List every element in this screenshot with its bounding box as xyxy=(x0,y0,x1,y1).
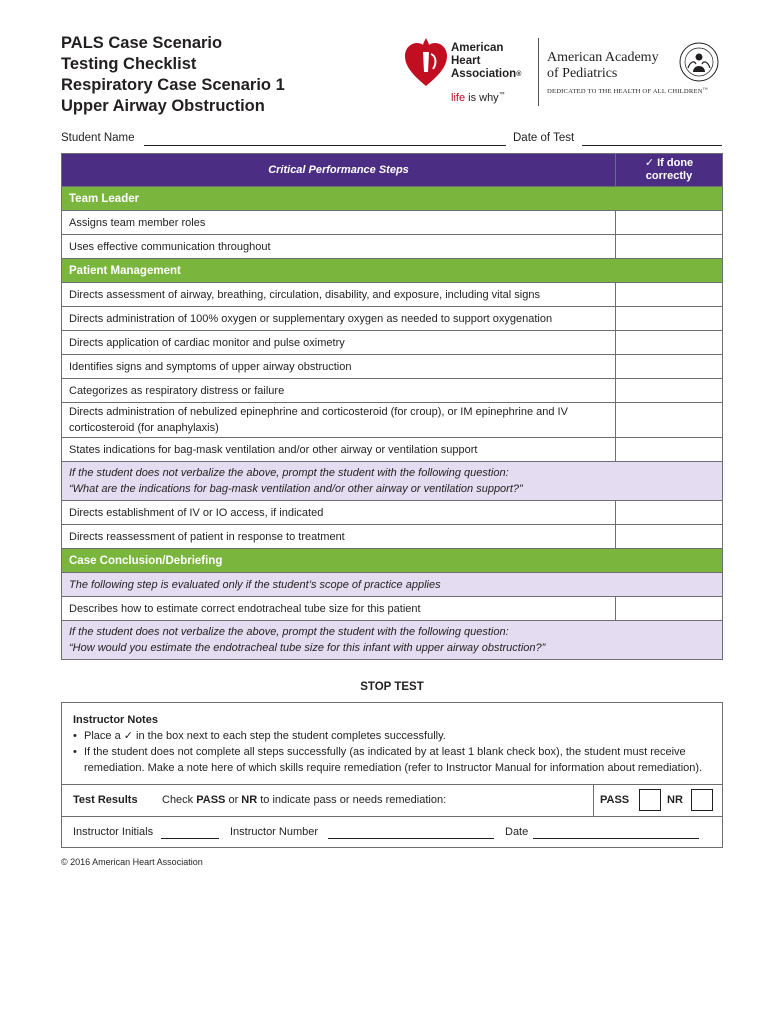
pass-checkbox[interactable] xyxy=(639,789,661,811)
date-of-test-label: Date of Test xyxy=(513,132,575,144)
step-text: Directs application of cardiac monitor and pulse oximetry xyxy=(62,331,616,355)
signoff-row xyxy=(62,817,722,847)
instr-text: or xyxy=(225,794,242,806)
instructor-notes-box xyxy=(61,702,723,848)
stop-test-label: STOP TEST xyxy=(360,681,424,693)
section-row-patient-management xyxy=(62,259,723,283)
step-text: States indications for bag-mask ventilation and/or other airway or ventilation support xyxy=(62,438,616,462)
step-text: Directs establishment of IV or IO access, if indicated xyxy=(62,501,616,525)
table-row xyxy=(62,501,723,525)
tagline-life: life xyxy=(451,92,466,104)
check-box[interactable] xyxy=(616,501,723,525)
header-steps: Critical Performance Steps xyxy=(62,154,616,187)
check-box[interactable] xyxy=(616,235,723,259)
student-name-field[interactable] xyxy=(144,145,506,146)
table-row xyxy=(62,355,723,379)
notes-title: Instructor Notes xyxy=(73,714,158,726)
nr-label: NR xyxy=(667,794,683,806)
table-row xyxy=(62,235,723,259)
aap-line: American Academy xyxy=(547,50,659,65)
instructor-notes xyxy=(62,703,722,785)
aha-tagline xyxy=(451,92,505,104)
test-results-row xyxy=(62,785,722,817)
check-box[interactable] xyxy=(616,355,723,379)
instructor-number-label: Instructor Number xyxy=(230,826,319,838)
instr-nr: NR xyxy=(241,794,258,806)
section-row-team-leader xyxy=(62,187,723,211)
section-label: Case Conclusion/Debriefing xyxy=(62,549,723,573)
check-box[interactable] xyxy=(616,403,723,438)
step-text: Directs administration of nebulized epinephrine and corticosteroid (for croup), or IM epinephrine and IV corticosteroid (for anaphylaxis) xyxy=(62,403,616,438)
aha-line: American xyxy=(451,42,504,54)
header-check-line: ✓ If done xyxy=(644,157,694,169)
student-name-label: Student Name xyxy=(61,132,135,144)
section-label: Patient Management xyxy=(62,259,723,283)
test-results-instruction xyxy=(162,794,446,806)
table-row xyxy=(62,597,723,621)
aap-line: of Pediatrics xyxy=(547,66,618,81)
heart-torch-icon xyxy=(404,36,448,88)
student-info-row xyxy=(61,132,723,148)
table-header-row xyxy=(62,154,723,187)
aha-logo xyxy=(404,36,534,108)
table-row xyxy=(62,283,723,307)
prompt-line: “What are the indications for bag-mask ventilation and/or other airway or ventilation support?” xyxy=(69,483,523,495)
check-box[interactable] xyxy=(616,307,723,331)
aap-tagline xyxy=(547,88,708,95)
section-label: Team Leader xyxy=(62,187,723,211)
title-line: Upper Airway Obstruction xyxy=(61,97,265,115)
header-check-line: correctly xyxy=(645,170,693,182)
step-text: Uses effective communication throughout xyxy=(62,235,616,259)
instructor-number-field[interactable] xyxy=(328,838,494,839)
nr-checkbox[interactable] xyxy=(691,789,713,811)
logo-divider xyxy=(538,38,539,106)
date-of-test-field[interactable] xyxy=(582,145,722,146)
table-row xyxy=(62,331,723,355)
title-line: Respiratory Case Scenario 1 xyxy=(61,76,285,94)
test-results-label: Test Results xyxy=(73,794,138,806)
title-line: PALS Case Scenario xyxy=(61,34,223,52)
step-text: Assigns team member roles xyxy=(62,211,616,235)
check-box[interactable] xyxy=(616,438,723,462)
note-text: Place a xyxy=(84,730,124,742)
registered-mark: ® xyxy=(516,71,522,78)
prompt-text xyxy=(62,621,723,660)
aap-tagline-text: DEDICATED TO THE HEALTH OF ALL CHILDREN xyxy=(547,88,703,95)
check-box[interactable] xyxy=(616,283,723,307)
title-line: Testing Checklist xyxy=(61,55,197,73)
checklist-table xyxy=(61,153,723,660)
step-text: Directs assessment of airway, breathing, circulation, disability, and exposure, including vital signs xyxy=(62,283,616,307)
check-box[interactable] xyxy=(616,525,723,549)
instructor-initials-label: Instructor Initials xyxy=(73,826,154,838)
aap-seal-icon xyxy=(679,42,719,82)
note-text: in the box next to each step the student completes successfully. xyxy=(132,730,446,742)
check-box[interactable] xyxy=(616,331,723,355)
prompt-line: If the student does not verbalize the above, prompt the student with the following question: xyxy=(69,467,509,479)
list-item: • If the student does not complete all steps successfully (as indicated by at least 1 blank check box), the student must receive remediation. Make a note here of which skills require remediation (refer to Instructor Manual for information about remediation). xyxy=(84,744,711,776)
step-text: Directs reassessment of patient in response to treatment xyxy=(62,525,616,549)
aap-tagline-tm: ™ xyxy=(702,88,708,93)
checkmark-icon: ✓ xyxy=(123,730,133,742)
check-box[interactable] xyxy=(616,379,723,403)
aha-line: Heart xyxy=(451,55,481,67)
table-row xyxy=(62,307,723,331)
instr-text: to indicate pass or needs remediation: xyxy=(257,794,447,806)
prompt-line: If the student does not verbalize the above, prompt the student with the following question: xyxy=(69,626,509,638)
table-row xyxy=(62,211,723,235)
aap-wordmark xyxy=(547,50,659,82)
table-row xyxy=(62,403,723,438)
prompt-line: “How would you estimate the endotracheal tube size for this infant with upper airway obstruction?” xyxy=(69,642,546,654)
pass-label: PASS xyxy=(600,794,630,806)
aha-wordmark xyxy=(451,42,521,81)
list-item xyxy=(84,728,711,744)
header-check xyxy=(616,154,723,187)
prompt-row xyxy=(62,621,723,660)
step-text: Identifies signs and symptoms of upper airway obstruction xyxy=(62,355,616,379)
results-divider xyxy=(593,785,594,816)
step-text: Directs administration of 100% oxygen or supplementary oxygen as needed to support oxygenation xyxy=(62,307,616,331)
copyright: © 2016 American Heart Association xyxy=(61,857,203,867)
page-title xyxy=(61,33,285,117)
step-text: Categorizes as respiratory distress or failure xyxy=(62,379,616,403)
date-label: Date xyxy=(505,826,529,838)
table-row xyxy=(62,379,723,403)
step-text: Describes how to estimate correct endotracheal tube size for this patient xyxy=(62,597,616,621)
aha-line xyxy=(451,68,521,81)
tagline-tm: ™ xyxy=(498,92,505,98)
scope-note-text: The following step is evaluated only if the student’s scope of practice applies xyxy=(62,573,723,597)
prompt-row xyxy=(62,462,723,501)
notes-list xyxy=(73,728,711,776)
table-row xyxy=(62,438,723,462)
check-box[interactable] xyxy=(616,211,723,235)
tagline-rest: is why xyxy=(465,92,499,104)
instructor-initials-field[interactable] xyxy=(161,838,219,839)
table-row xyxy=(62,525,723,549)
check-box[interactable] xyxy=(616,597,723,621)
prompt-text xyxy=(62,462,723,501)
section-row-conclusion xyxy=(62,549,723,573)
instr-text: Check xyxy=(162,794,197,806)
scope-note-row xyxy=(62,573,723,597)
aha-line-text: Association xyxy=(451,68,517,80)
instr-pass: PASS xyxy=(196,794,226,806)
date-field[interactable] xyxy=(533,838,699,839)
